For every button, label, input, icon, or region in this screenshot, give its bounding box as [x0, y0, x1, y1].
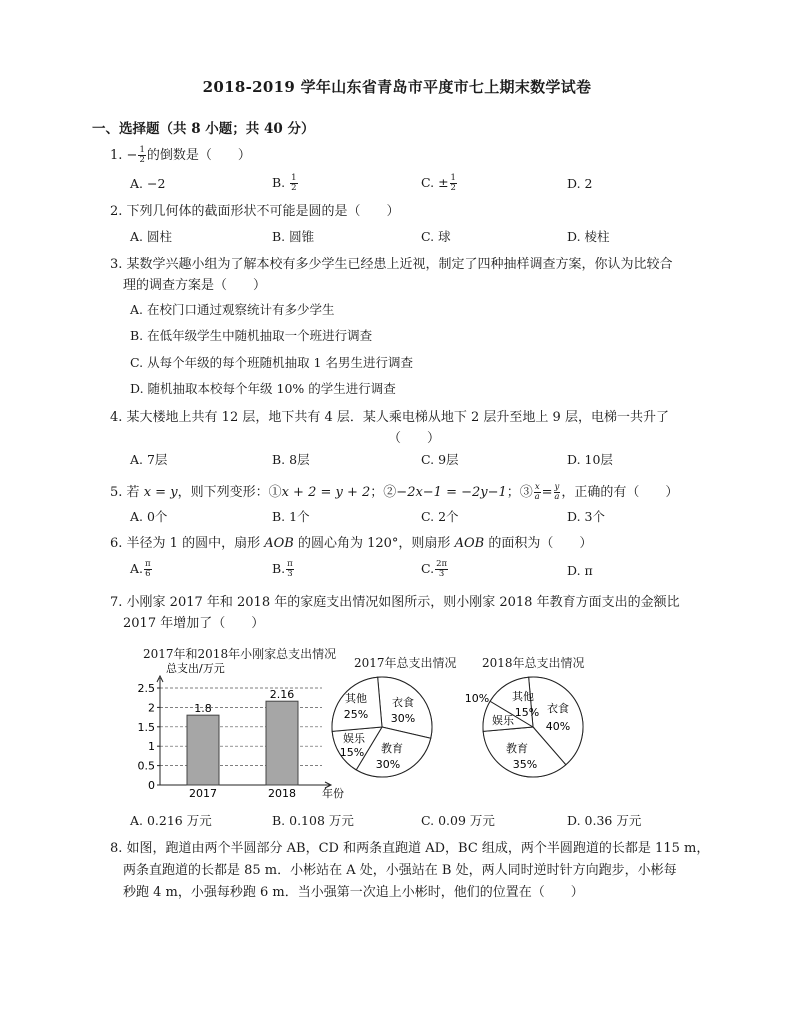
fraction: $\frac{1}{2}$: [450, 173, 456, 193]
question-8-cont-1: 两条直跑道的长都是 85 m．小彬站在 A 处，小强站在 B 处，两人同时逆时针方向跑步，小彬每: [123, 863, 677, 878]
option-a[interactable]: A. 7层: [130, 452, 168, 467]
x-axis-label: 年份: [322, 787, 344, 800]
question-7-cont: 2017 年增加了（ ）: [123, 616, 265, 631]
x-tick-label: 2018: [268, 787, 296, 800]
option-c[interactable]: C. 0.09 万元: [421, 813, 495, 828]
option-d[interactable]: D. 10层: [567, 452, 613, 467]
fraction: $\frac{y}{a}$: [554, 482, 560, 502]
slice-value-label: 35%: [512, 758, 538, 771]
slice-value-label: 15%: [514, 706, 540, 719]
slice-value-label: 15%: [339, 746, 365, 759]
question-8: 8. 如图，跑道由两个半圆部分 AB，CD 和两条直跑道 AD，BC 组成，两个半圆跑道的长都是 115 m，: [110, 841, 710, 856]
slice-label: 教育: [381, 742, 403, 755]
question-4-cont: （ ）: [388, 431, 441, 446]
slice-value-label: 25%: [343, 708, 369, 721]
pie-chart-2017: [330, 672, 440, 782]
pie-2017-title: 2017年总支出情况: [354, 656, 457, 670]
option-b[interactable]: B. 圆锥: [272, 229, 315, 244]
y-tick-label: 2.5: [137, 682, 155, 695]
option-d[interactable]: D. 3个: [567, 509, 605, 524]
option-a[interactable]: A. 0个: [130, 509, 168, 524]
option-b[interactable]: B. 在低年级学生中随机抽取一个班进行调查: [130, 328, 373, 343]
fraction: $\frac{\pi}{6}$: [145, 559, 151, 579]
option-b[interactable]: B. 1个: [272, 509, 310, 524]
option-b[interactable]: B. $\frac{1}{2}$: [272, 173, 297, 193]
fraction: $\frac{2\pi}{3}$: [436, 559, 448, 579]
question-3: 3. 某数学兴趣小组为了解本校有多少学生已经患上近视，制定了四种抽样调查方案，你认为比较合: [110, 257, 673, 272]
option-c[interactable]: C. 2个: [421, 509, 459, 524]
y-axis-label: 总支出/万元: [166, 662, 225, 675]
option-d[interactable]: D. 棱柱: [567, 229, 610, 244]
slice-label: 衣食: [547, 702, 569, 715]
exam-title: 2018-2019 学年山东省青岛市平度市七上期末数学试卷: [202, 78, 592, 96]
bar: [266, 701, 298, 785]
question-text: 的倒数是（ ）: [146, 148, 251, 163]
slice-label: 娱乐: [343, 732, 365, 745]
fraction: $\frac{x}{a}$: [534, 482, 540, 502]
fraction: $\frac{1}{2}$: [139, 145, 145, 165]
question-3-cont: 理的调查方案是（ ）: [123, 278, 267, 293]
y-tick-label: 1: [148, 740, 155, 754]
bar-chart-title: 2017年和2018年小刚家总支出情况: [143, 647, 337, 661]
option-b[interactable]: B. 0.108 万元: [272, 813, 354, 828]
y-tick-label: 0.5: [137, 759, 155, 773]
slice-label: 其他: [345, 692, 367, 705]
slice-value-label: 40%: [545, 720, 571, 733]
option-a[interactable]: A. 0.216 万元: [130, 813, 212, 828]
slice-label: 其他: [512, 690, 534, 703]
option-c[interactable]: C. 球: [421, 229, 451, 244]
slice-value-label: 10%: [464, 692, 490, 705]
question-6: 6. 半径为 1 的圆中，扇形 AOB 的圆心角为 120°，则扇形 AOB 的面积为（ ）: [110, 536, 593, 551]
fraction: $\frac{\pi}{3}$: [287, 559, 293, 579]
slice-label: 衣食: [392, 696, 414, 709]
option-a[interactable]: A. 圆柱: [130, 229, 172, 244]
pie-chart-2018: [455, 672, 595, 782]
slice-value-label: 30%: [375, 758, 401, 771]
equation-2: −2x−1 = −2y−1: [396, 485, 507, 500]
bar-value-label: 1.8: [194, 702, 212, 716]
option-d[interactable]: D. 随机抽取本校每个年级 10% 的学生进行调查: [130, 381, 396, 396]
option-c[interactable]: C. ± $\frac{1}{2}$: [421, 173, 456, 193]
question-2: 2. 下列几何体的截面形状不可能是圆的是（ ）: [110, 204, 400, 219]
bar-chart: [130, 660, 350, 800]
y-tick-label: 0: [148, 779, 155, 792]
x-tick-label: 2017: [189, 787, 217, 800]
y-tick-label: 1.5: [137, 720, 155, 734]
option-b[interactable]: B. 8层: [272, 452, 310, 467]
option-a[interactable]: A. $\frac{\pi}{6}$: [130, 559, 151, 579]
question-5: 5. 若 x = y，则下列变形：①x + 2 = y + 2；②−2x−1 = −2y−1；③ $\frac{x}{a}$ = $\frac{y}{a}$ ，正确的有（ ）: [110, 482, 679, 502]
option-c[interactable]: C. 从每个年级的每个班随机抽取 1 名男生进行调查: [130, 355, 413, 370]
fraction: $\frac{1}{2}$: [291, 173, 297, 193]
option-d[interactable]: D. π: [567, 563, 593, 578]
pie-2018-title: 2018年总支出情况: [482, 656, 585, 670]
minus-sign: −: [126, 148, 138, 163]
option-a[interactable]: A. 在校门口通过观察统计有多少学生: [130, 302, 335, 317]
y-tick-label: 2: [148, 701, 155, 715]
question-4: 4. 某大楼地上共有 12 层，地下共有 4 层．某人乘电梯从地下 2 层升至地上 9 层，电梯一共升了: [110, 410, 669, 425]
option-a[interactable]: A. −2: [130, 176, 166, 191]
section-heading: 一、选择题（共 8 小题；共 40 分）: [92, 121, 315, 137]
slice-value-label: 30%: [390, 712, 416, 725]
option-c[interactable]: C. 9层: [421, 452, 459, 467]
question-number: 1.: [110, 148, 123, 163]
option-c[interactable]: C. $\frac{2\pi}{3}$: [421, 559, 448, 579]
option-b[interactable]: B. $\frac{\pi}{3}$: [272, 559, 293, 579]
question-7: 7. 小刚家 2017 年和 2018 年的家庭支出情况如图所示，则小刚家 2018 年教育方面支出的金额比: [110, 595, 680, 610]
slice-label: 教育: [506, 742, 528, 755]
option-d[interactable]: D. 2: [567, 176, 593, 191]
question-1: [110, 146, 251, 165]
question-8-cont-2: 秒跑 4 m，小强每秒跑 6 m．当小强第一次追上小彬时，他们的位置在（ ）: [123, 885, 584, 900]
option-d[interactable]: D. 0.36 万元: [567, 813, 642, 828]
bar: [187, 715, 219, 785]
equation-1: x + 2 = y + 2: [281, 485, 371, 500]
bar-value-label: 2.16: [269, 688, 295, 702]
slice-label: 娱乐: [492, 714, 514, 727]
